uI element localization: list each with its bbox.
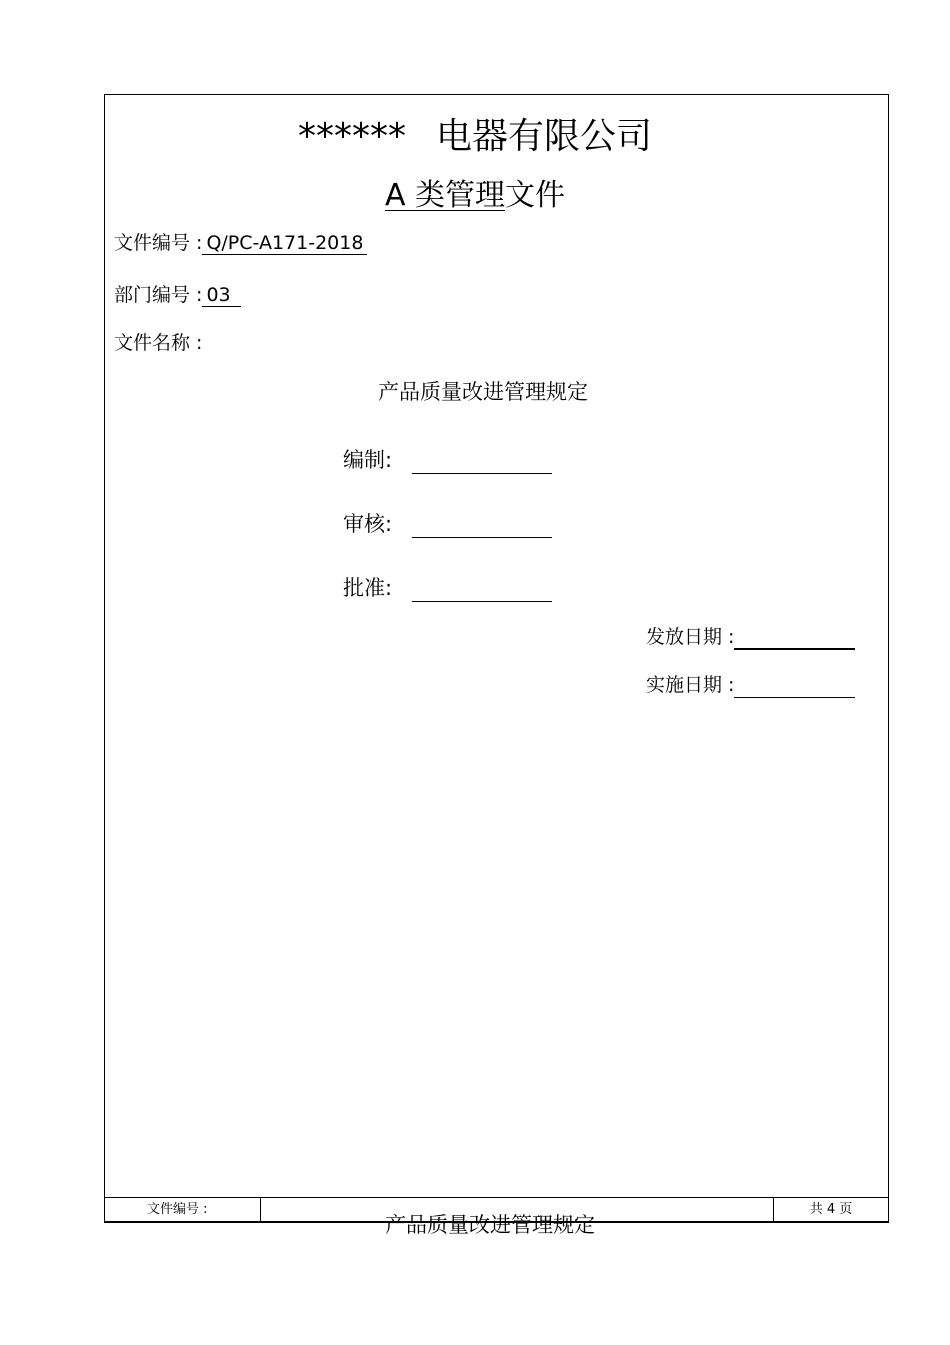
reviewed-signature-line bbox=[412, 515, 552, 538]
approved-signature-line bbox=[412, 579, 552, 602]
dept-number-value: 03 bbox=[202, 284, 240, 307]
document-class-underlined: A 类管理 bbox=[384, 178, 506, 213]
effective-date-row bbox=[646, 672, 855, 698]
doc-number-label: 文件编号 : bbox=[114, 232, 203, 254]
doc-name-label: 文件名称 : bbox=[114, 332, 203, 354]
doc-name-field bbox=[114, 330, 202, 356]
document-title: 产品质量改进管理规定 bbox=[378, 380, 588, 404]
doc-number-value: Q/PC-A171-2018 bbox=[202, 232, 367, 255]
compiled-label: 编制: bbox=[343, 448, 393, 472]
document-class-heading bbox=[0, 176, 950, 216]
doc-number-field bbox=[114, 230, 367, 256]
approved-signature-row bbox=[343, 574, 552, 602]
reviewed-label: 审核: bbox=[343, 512, 393, 536]
footer-document-title: 产品质量改进管理规定 bbox=[385, 1213, 595, 1237]
company-heading bbox=[0, 114, 950, 160]
issue-date-line bbox=[734, 628, 855, 650]
compiled-signature-line bbox=[412, 451, 552, 474]
dept-number-label: 部门编号 : bbox=[114, 284, 203, 306]
document-frame bbox=[104, 94, 889, 1222]
compiled-signature-row bbox=[343, 446, 552, 474]
footer-page-total: 共 4 页 bbox=[809, 1202, 853, 1217]
reviewed-signature-row bbox=[343, 510, 552, 538]
approved-label: 批准: bbox=[343, 576, 393, 600]
document-class-rest: 文件 bbox=[505, 178, 566, 213]
dept-number-field bbox=[114, 282, 241, 308]
effective-date-line bbox=[734, 677, 855, 698]
issue-date-label: 发放日期 : bbox=[646, 626, 735, 648]
footer-doc-number-label: 文件编号 : bbox=[147, 1202, 208, 1217]
company-stars: ****** bbox=[297, 116, 406, 157]
issue-date-row bbox=[646, 624, 855, 650]
effective-date-label: 实施日期 : bbox=[646, 674, 735, 696]
company-name: 电器有限公司 bbox=[435, 116, 652, 157]
